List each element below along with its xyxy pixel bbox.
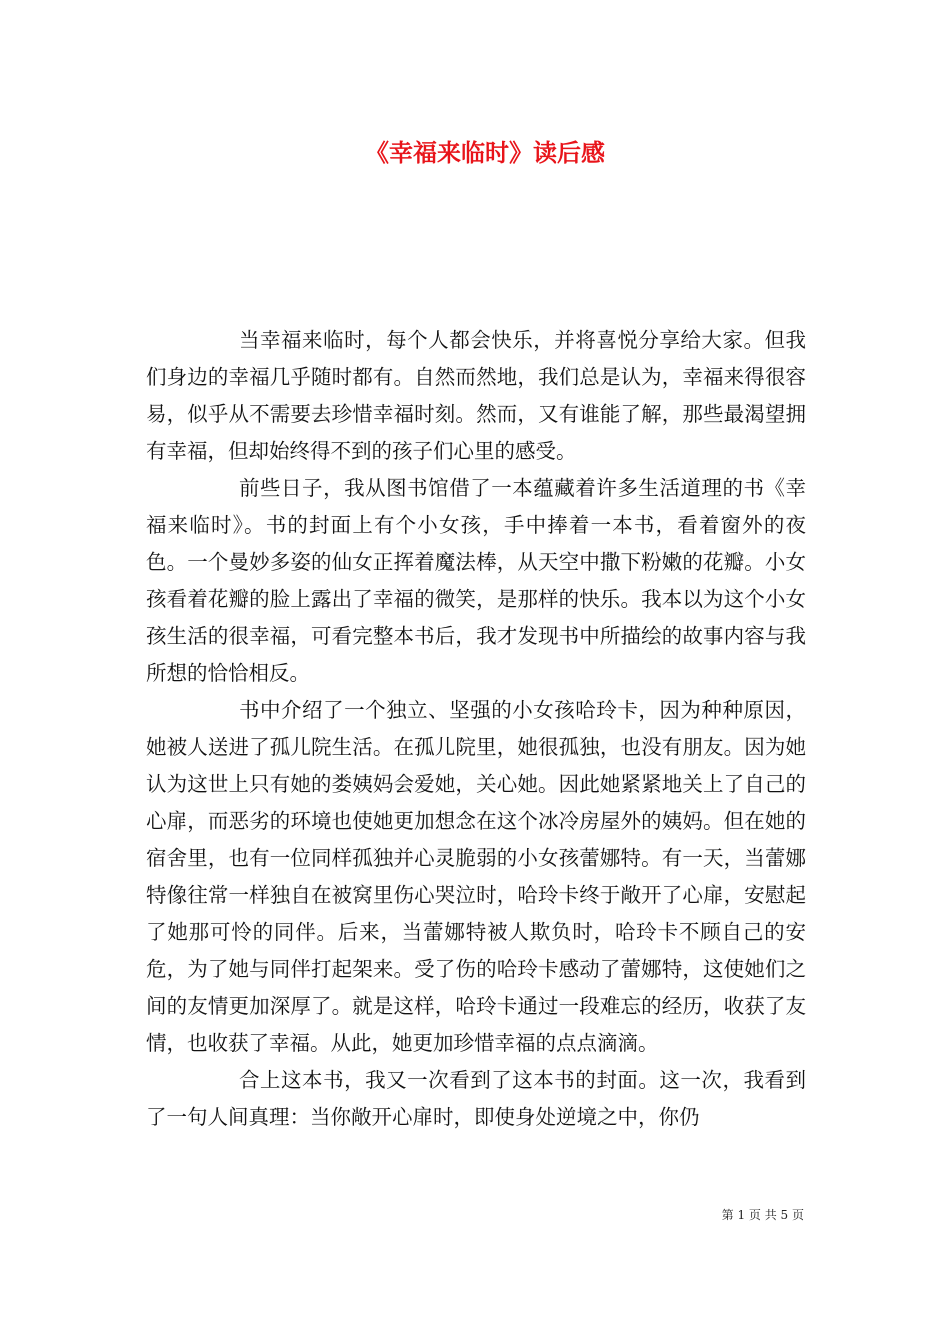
paragraph-3: 书中介绍了一个独立、坚强的小女孩哈玲卡，因为种种原因，她被人送进了孤儿院生活。在孤儿院里，她很孤独，也没有朋友。因为她认为这世上只有她的娄姨妈会爱她，关心她。因此她紧紧地关上了自己的心扉，而恶劣的环境也使她更加想念在这个冰冷房屋外的姨妈。但在她的宿舍里，也有一位同样孤独并心灵脆弱的小女孩蕾娜特。有一天，当蕾娜特像往常一样独自在被窝里伤心哭泣时，哈玲卡终于敞开了心扉，安慰起了她那可怜的同伴。后来，当蕾娜特被人欺负时，哈玲卡不顾自己的安危，为了她与同伴打起架来。受了伤的哈玲卡感动了蕾娜特，这使她们之间的友情更加深厚了。就是这样，哈玲卡通过一段难忘的经历，收获了友情，也收获了幸福。从此，她更加珍惜幸福的点点滴滴。 xyxy=(146,698,806,1055)
paragraph-2: 前些日子，我从图书馆借了一本蕴藏着许多生活道理的书《幸福来临时》。书的封面上有个小女孩，手中捧着一本书，看着窗外的夜色。一个曼妙多姿的仙女正挥着魔法棒，从天空中撒下粉嫩的花瓣。小女孩看着花瓣的脸上露出了幸福的微笑，是那样的快乐。我本以为这个小女孩生活的很幸福，可看完整本书后，我才发现书中所描绘的故事内容与我所想的恰恰相反。 xyxy=(146,476,806,685)
document-title: 《幸福来临时》读后感 xyxy=(365,138,605,167)
page-number-footer: 第 1 页 共 5 页 xyxy=(721,1208,804,1222)
document-body xyxy=(146,322,806,1136)
paragraph-4: 合上这本书，我又一次看到了这本书的封面。这一次，我看到了一句人间真理：当你敞开心扉时，即使身处逆境之中，你仍 xyxy=(146,1068,806,1129)
paragraph-1: 当幸福来临时，每个人都会快乐，并将喜悦分享给大家。但我们身边的幸福几乎随时都有。自然而然地，我们总是认为，幸福来得很容易，似乎从不需要去珍惜幸福时刻。然而，又有谁能了解，那些最渴望拥有幸福，但却始终得不到的孩子们心里的感受。 xyxy=(146,328,806,463)
